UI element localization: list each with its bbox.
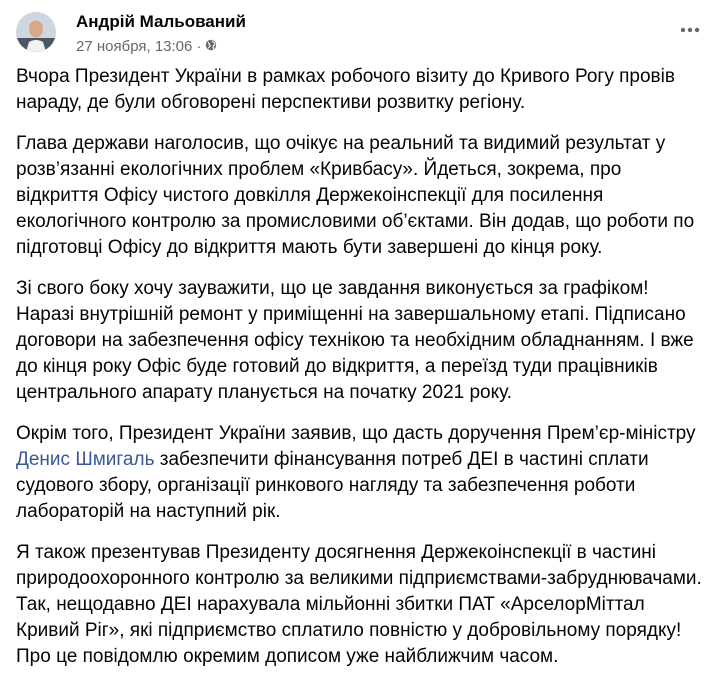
post-timestamp[interactable]: 27 ноября, 13:06 — [76, 38, 193, 55]
avatar[interactable] — [16, 12, 56, 52]
avatar-image — [16, 12, 56, 52]
post-paragraph-3: Зі свого боку хочу зауважити, що це завдання виконується за графіком! Наразі внутрішній ремонт у приміщенні на завершальному етапі. Підписано договори на забезпечення офісу технікою та необхідним обладнанням. І вже до кінця року Офіс буде готовий до відкриття, а переїзд туди працівників центрального апарату планується на початку 2021 року. — [16, 278, 694, 403]
more-options-icon[interactable] — [678, 20, 702, 40]
globe-icon[interactable] — [205, 38, 217, 55]
meta-separator: · — [196, 38, 202, 55]
mention-link[interactable]: Денис Шмигаль — [16, 449, 155, 470]
paragraph-4-text-end: забезпечити фінансування потреб ДЕІ в частині сплати судового збору, організації ринкового нагляду та забезпечення роботи лабораторій на наступний рік. — [16, 449, 649, 522]
post-paragraph-2: Глава держави наголосив, що очікує на реальний та видимий результат у розв’язанні екологічних проблем «Кривбасу». Йдеться, зокрема, про відкриття Офісу чистого довкілля Держекоінспекції для посилення екологічного контролю за промисловими об’єктами. Він додав, що роботи по підготовці Офісу до відкриття мають бути завершені до кінця року. — [16, 133, 695, 258]
post-meta — [76, 38, 217, 55]
post-paragraph-5: Я також презентував Президенту досягнення Держекоінспекції в частині природоохоронного контролю за великими підприємствами-забруднювачами. Так, нещодавно ДЕІ нарахувала мільйонні збитки ПАТ «АрселорМіттал Кривий Ріг», які підприємство сплатило повністю у добровільному порядку! Про це повідомлю окремим дописом уже найближчим часом. — [16, 542, 702, 667]
paragraph-4-text-start: Окрім того, Президент України заявив, що дасть доручення Прем’єр-міністру — [16, 423, 696, 444]
post-paragraph-4 — [16, 421, 708, 525]
author-name[interactable]: Андрій Мальований — [76, 12, 246, 31]
post-header — [16, 8, 708, 60]
post-paragraph-1: Вчора Президент України в рамках робочого візиту до Кривого Рогу провів нараду, де були обговорені перспективи розвитку регіону. — [16, 66, 675, 113]
post-body — [16, 64, 708, 685]
